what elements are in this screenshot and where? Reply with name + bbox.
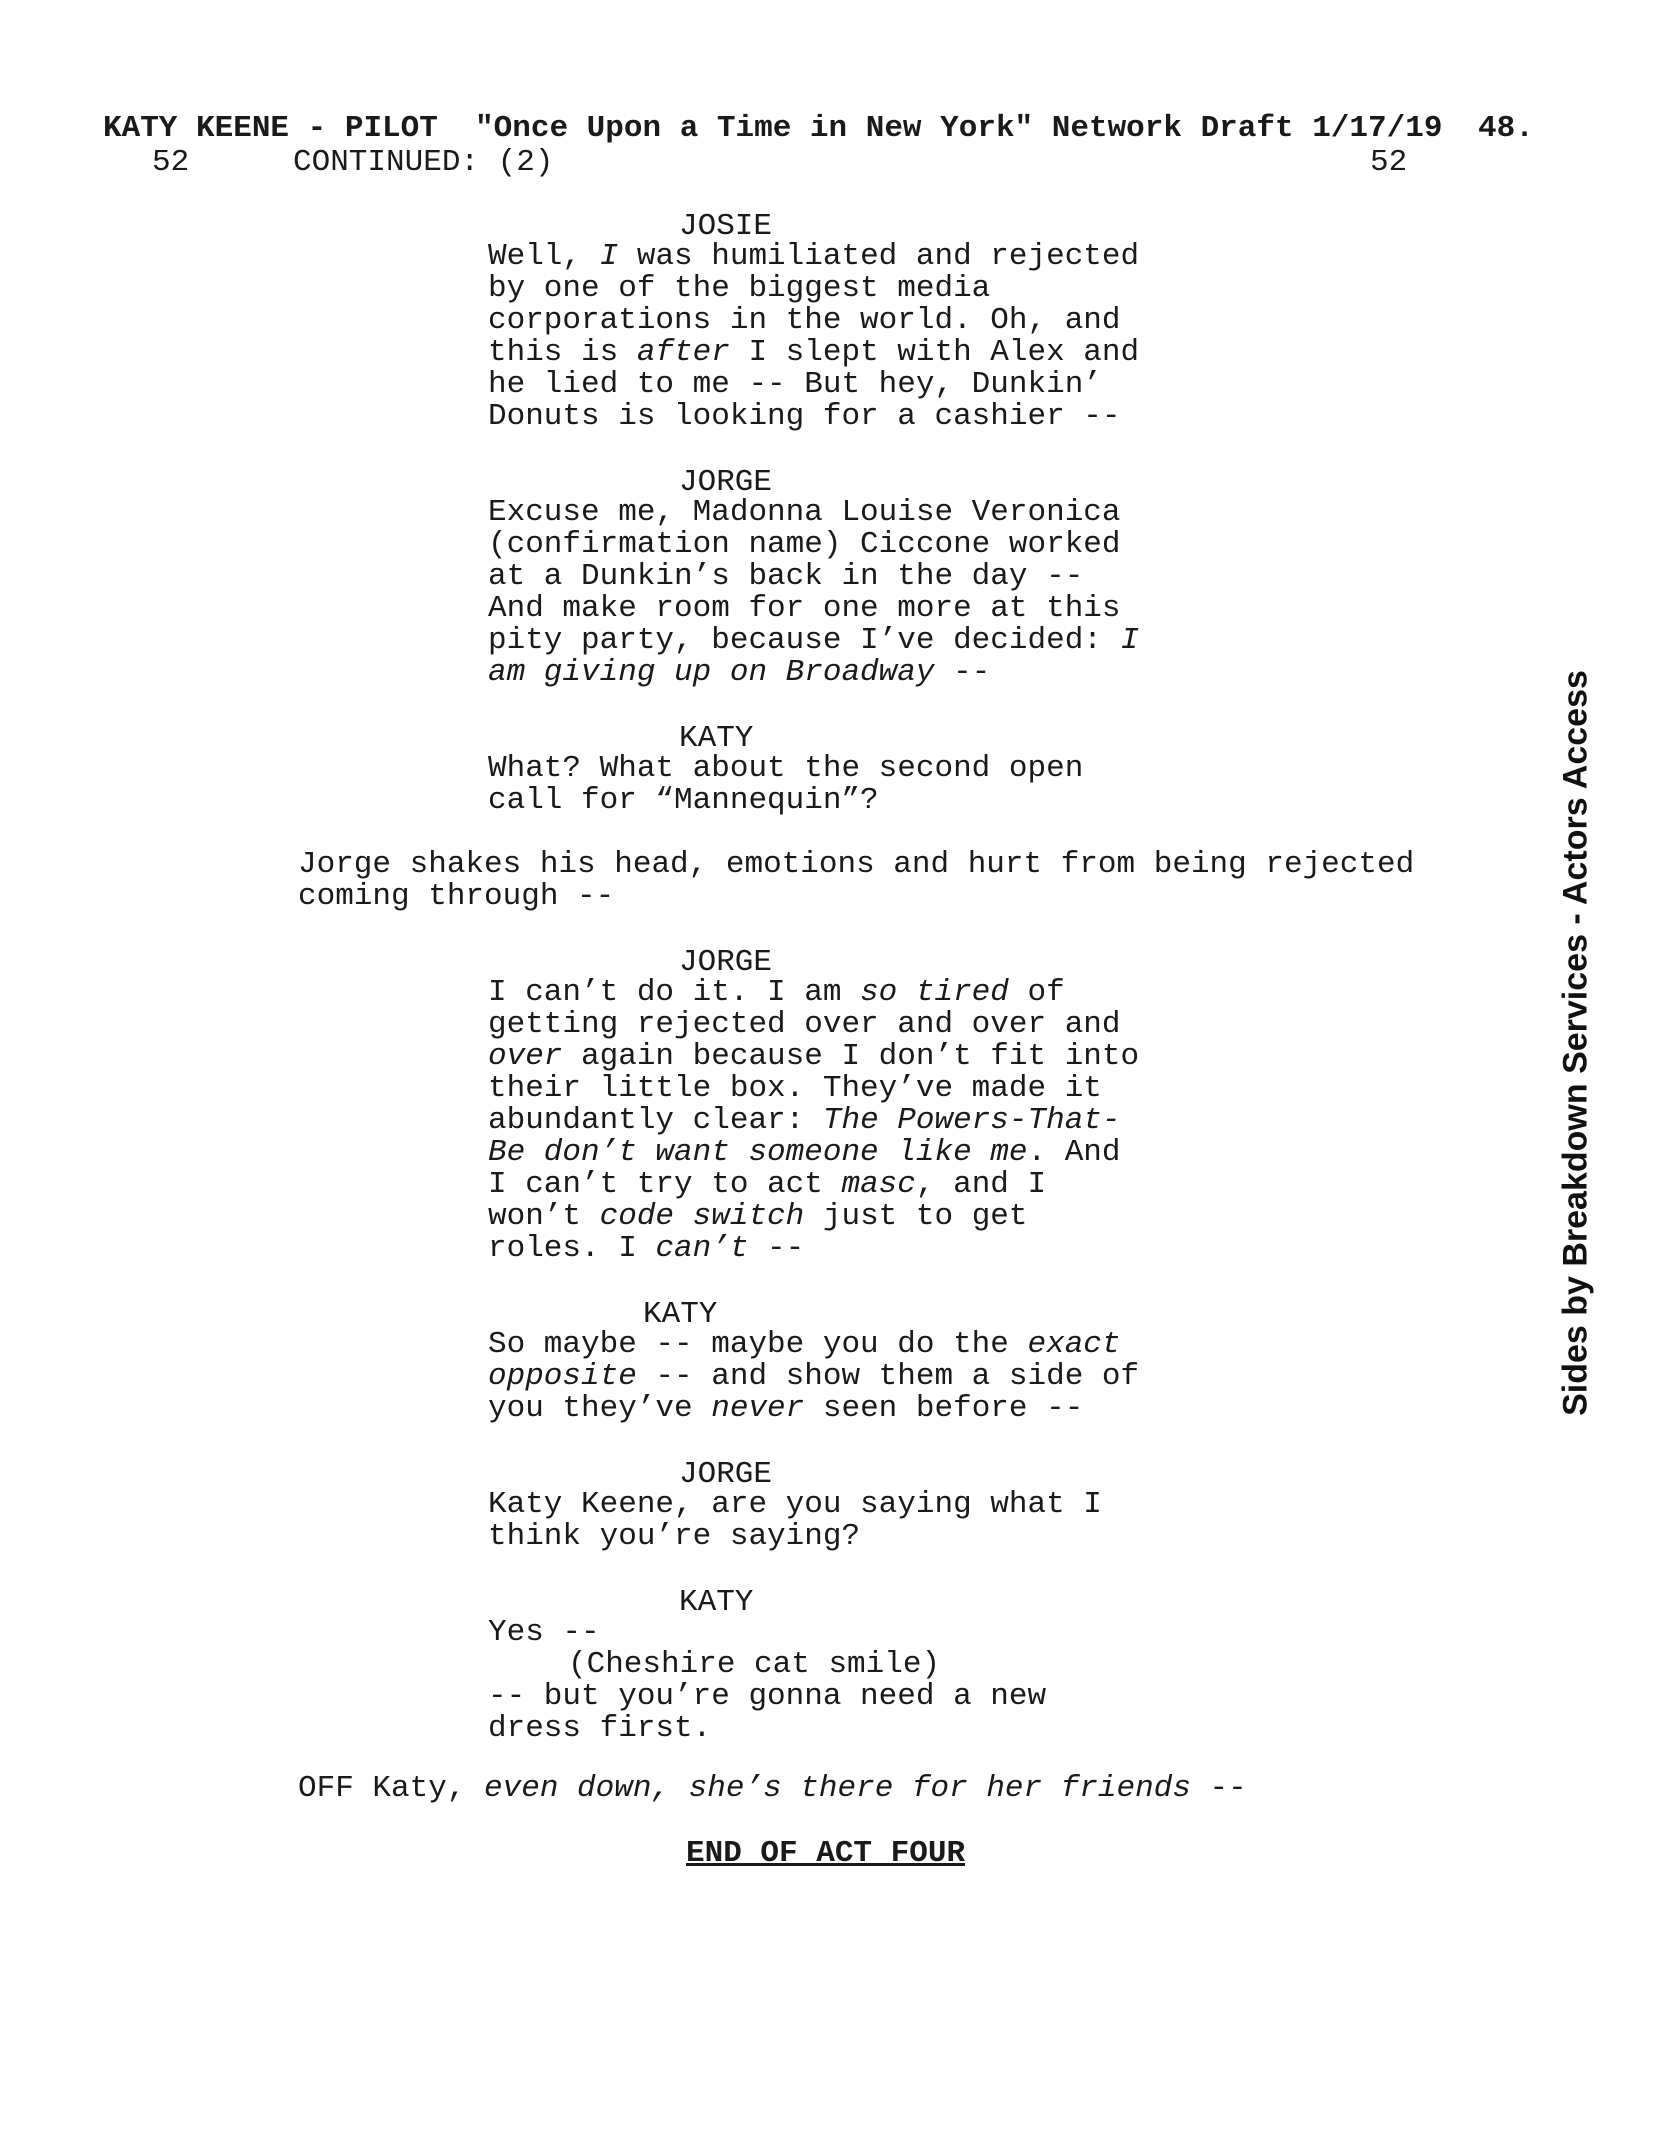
action-line: [298, 849, 1414, 913]
dialogue-jorge: [488, 497, 1139, 689]
dialogue-text: corporations in the world. Oh, and: [488, 303, 1121, 338]
dialogue-text: --: [748, 1231, 805, 1266]
dialogue-emphasis: am giving up on Broadway: [488, 655, 935, 690]
action-text: Jorge shakes his head, emotions and hurt from being rejected: [298, 847, 1415, 882]
dialogue-katy: [488, 753, 1083, 817]
character-name-josie: JOSIE: [679, 209, 773, 244]
dialogue-emphasis: The Powers-That-: [822, 1103, 1121, 1138]
dialogue-text: I can’t do it. I am: [488, 975, 861, 1010]
action-emphasis: even down, she’s there for her friends: [484, 1771, 1191, 1806]
dialogue-text: . And: [1027, 1135, 1121, 1170]
dialogue-text: I can’t try to act: [488, 1167, 842, 1202]
dialogue-text: dress first.: [488, 1711, 712, 1746]
dialogue-text: roles. I: [488, 1231, 656, 1266]
dialogue-text: I slept with Alex and: [729, 335, 1140, 370]
character-name-katy: KATY: [643, 1297, 718, 1332]
dialogue-emphasis: I: [1120, 623, 1140, 658]
dialogue-text: Donuts is looking for a cashier --: [488, 399, 1121, 434]
scene-number-left: 52: [152, 145, 190, 180]
dialogue-text: at a Dunkin’s back in the day --: [488, 559, 1084, 594]
dialogue-katy: [488, 1681, 1046, 1745]
dialogue-text: of: [1008, 975, 1065, 1010]
dialogue-text: again because I don’t fit into: [562, 1039, 1140, 1074]
dialogue-text: abundantly clear:: [488, 1103, 823, 1138]
dialogue-emphasis: masc: [841, 1167, 916, 1202]
dialogue-text: Katy Keene, are you saying what I: [488, 1487, 1102, 1522]
dialogue-text: Yes --: [488, 1615, 600, 1650]
dialogue-emphasis: code switch: [599, 1199, 805, 1234]
character-name-katy: KATY: [679, 1585, 754, 1620]
dialogue-text: you they’ve: [488, 1391, 712, 1426]
dialogue-emphasis: I: [599, 239, 619, 274]
dialogue-text: pity party, because I’ve decided:: [488, 623, 1121, 658]
dialogue-emphasis: after: [636, 335, 730, 370]
dialogue-emphasis: Be don’t want someone like me: [488, 1135, 1028, 1170]
dialogue-katy: [488, 1617, 600, 1649]
dialogue-jorge: [488, 1489, 1102, 1553]
action-text: coming through --: [298, 879, 615, 914]
end-of-act-heading: END OF ACT FOUR: [686, 1836, 966, 1871]
dialogue-emphasis: so tired: [860, 975, 1009, 1010]
dialogue-emphasis: never: [711, 1391, 805, 1426]
parenthetical: (Cheshire cat smile): [568, 1647, 941, 1682]
header-title: KATY KEENE - PILOT "Once Upon a Time in New York" Network Draft 1/17/19: [103, 111, 1443, 146]
dialogue-text: seen before --: [804, 1391, 1084, 1426]
dialogue-katy: [488, 1329, 1139, 1425]
dialogue-text: by one of the biggest media: [488, 271, 991, 306]
dialogue-emphasis: exact: [1027, 1327, 1121, 1362]
dialogue-jorge: [488, 977, 1139, 1265]
watermark-text: Sides by Breakdown Services - Actors Access: [1556, 670, 1595, 1416]
scene-continued: CONTINUED: (2): [293, 145, 554, 180]
action-text: OFF Katy,: [298, 1771, 485, 1806]
dialogue-text: -- but you’re gonna need a new: [488, 1679, 1047, 1714]
dialogue-text: getting rejected over and over and: [488, 1007, 1121, 1042]
dialogue-text: And make room for one more at this: [488, 591, 1121, 626]
dialogue-text: So maybe -- maybe you do the: [488, 1327, 1028, 1362]
dialogue-text: Well,: [488, 239, 600, 274]
character-name-jorge: JORGE: [679, 465, 773, 500]
dialogue-text: was humiliated and rejected: [618, 239, 1140, 274]
action-text: --: [1190, 1771, 1247, 1806]
page-header: [103, 111, 1534, 251]
scene-number-right: 52: [1370, 145, 1408, 180]
dialogue-text: think you’re saying?: [488, 1519, 861, 1554]
dialogue-text: , and I: [915, 1167, 1047, 1202]
dialogue-text: this is: [488, 335, 637, 370]
dialogue-emphasis: can’t: [655, 1231, 749, 1266]
dialogue-text: (confirmation name) Ciccone worked: [488, 527, 1121, 562]
dialogue-text: just to get: [804, 1199, 1028, 1234]
page-number: 48.: [1478, 111, 1534, 146]
dialogue-text: call for “Mannequin”?: [488, 783, 879, 818]
dialogue-text: --: [934, 655, 991, 690]
dialogue-josie: [488, 241, 1139, 433]
dialogue-text: Excuse me, Madonna Louise Veronica: [488, 495, 1121, 530]
dialogue-emphasis: over: [488, 1039, 563, 1074]
action-line: [298, 1773, 1247, 1805]
dialogue-emphasis: opposite: [488, 1359, 637, 1394]
character-name-jorge: JORGE: [679, 945, 773, 980]
character-name-jorge: JORGE: [679, 1457, 773, 1492]
character-name-katy: KATY: [679, 721, 754, 756]
dialogue-text: won’t: [488, 1199, 600, 1234]
dialogue-text: he lied to me -- But hey, Dunkin’: [488, 367, 1102, 402]
dialogue-text: their little box. They’ve made it: [488, 1071, 1102, 1106]
dialogue-text: -- and show them a side of: [636, 1359, 1140, 1394]
dialogue-text: What? What about the second open: [488, 751, 1084, 786]
